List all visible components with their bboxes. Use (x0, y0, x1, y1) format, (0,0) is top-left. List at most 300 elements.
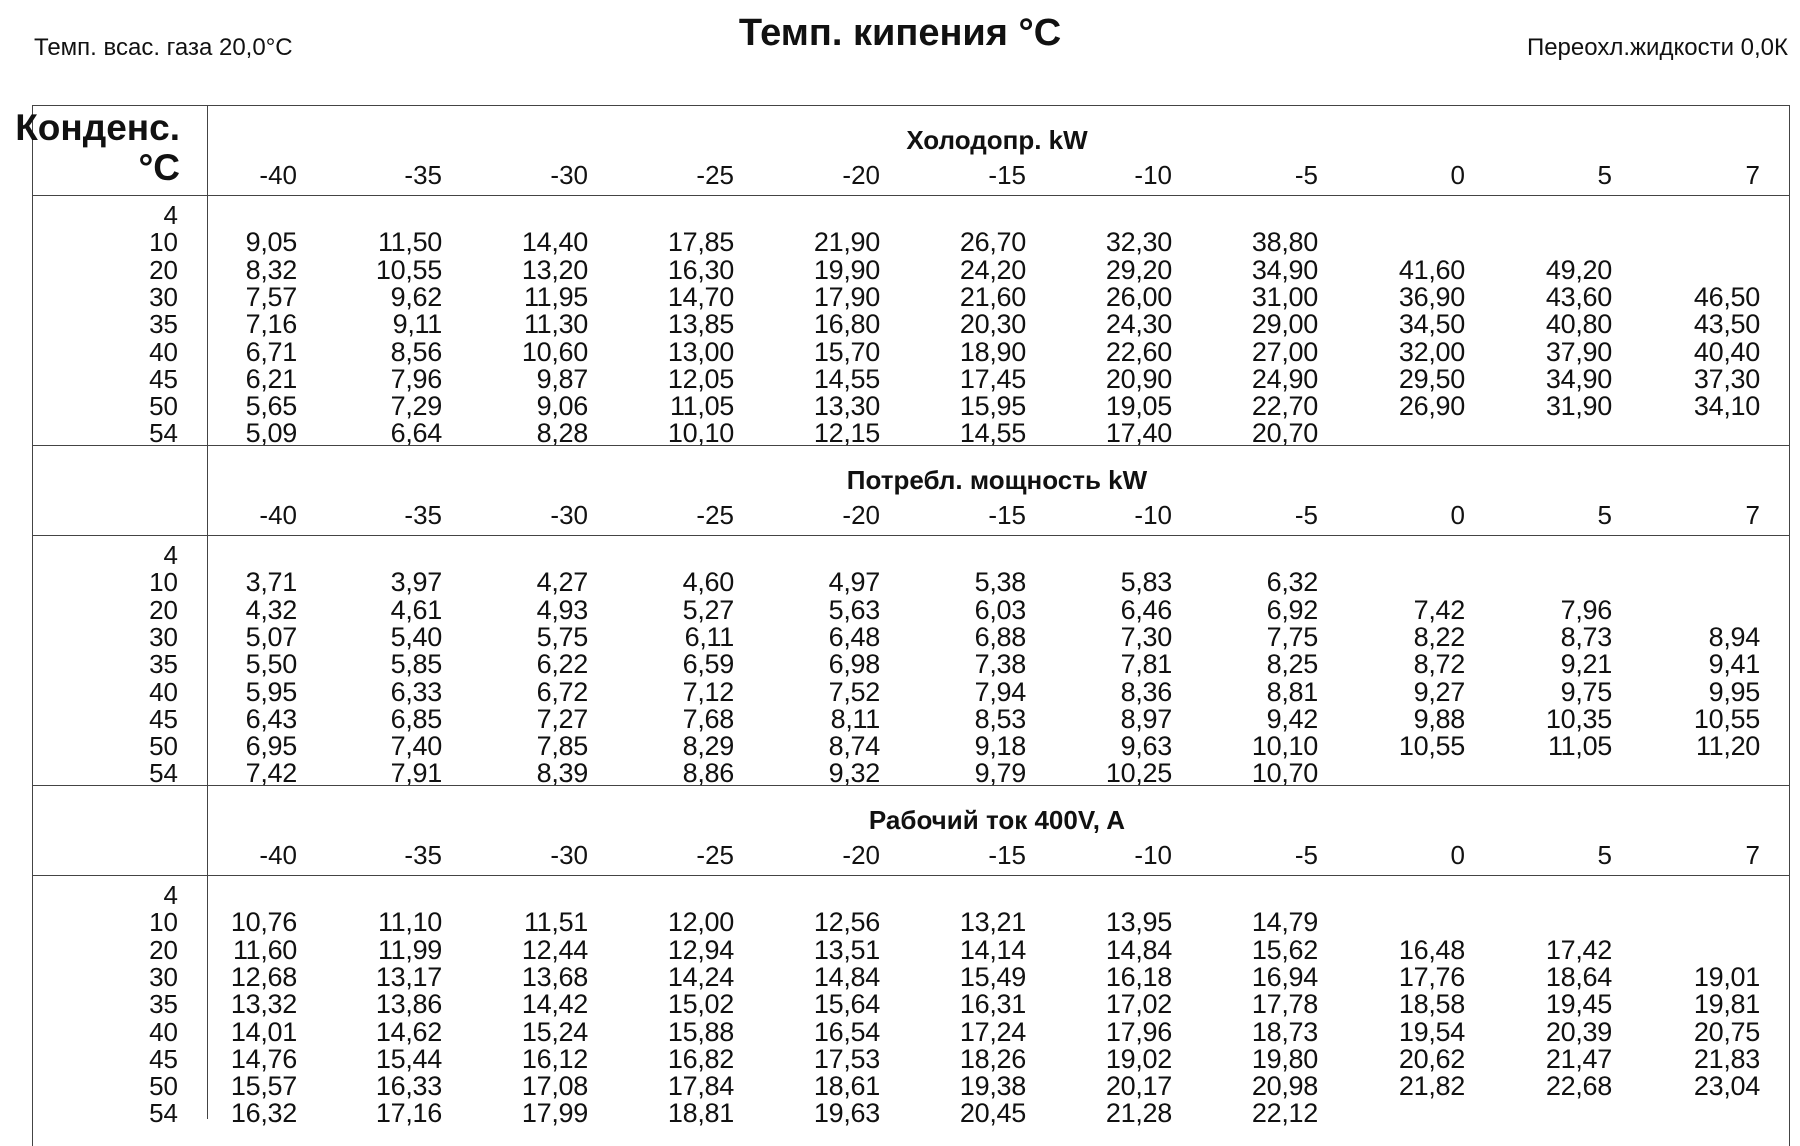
table-cell: 7,81 (1120, 649, 1172, 680)
table-cell: 16,30 (667, 254, 734, 285)
table-cell: 17,99 (521, 1098, 588, 1129)
table-cell: 15,95 (959, 391, 1026, 422)
table-cell: 37,90 (1545, 336, 1612, 367)
condensing-temp-label: 45 (149, 363, 178, 394)
table-cell: 14,84 (1105, 934, 1172, 965)
evap-temp-header: -25 (696, 500, 734, 530)
table-cell: 16,94 (1251, 961, 1318, 992)
table-cell: 8,74 (828, 731, 880, 762)
table-cell: 5,83 (1120, 567, 1172, 598)
table-cell: 6,98 (828, 649, 880, 680)
table-cell: 10,55 (375, 254, 442, 285)
table-cell: 8,81 (1266, 676, 1318, 707)
table-cell: 26,70 (959, 227, 1026, 258)
table-cell: 7,96 (390, 363, 442, 394)
table-cell: 12,68 (230, 961, 297, 992)
table-cell: 43,50 (1693, 309, 1760, 340)
evap-temp-header: -40 (259, 840, 297, 870)
table-cell: 7,75 (1266, 621, 1318, 652)
table-cell: 38,80 (1251, 227, 1318, 258)
table-cell: 11,05 (669, 391, 734, 422)
suction-gas-temp-label: Темп. всас. газа 20,0°C (34, 34, 293, 61)
page-title: Темп. кипения °C (738, 12, 1062, 54)
condensing-temp-label: 50 (149, 1071, 178, 1102)
table-cell: 9,41 (1708, 649, 1760, 680)
table-cell: 9,27 (1413, 676, 1465, 707)
table-cell: 13,32 (230, 989, 297, 1020)
condensing-temp-label: 10 (149, 907, 178, 938)
table-cell: 16,48 (1398, 934, 1465, 965)
table-cell: 20,75 (1693, 1016, 1760, 1047)
table-cell: 20,17 (1105, 1071, 1172, 1102)
table-cell: 19,63 (813, 1098, 880, 1129)
table-cell: 10,25 (1105, 758, 1172, 789)
table-cell: 8,97 (1120, 703, 1172, 734)
table-cell: 17,42 (1545, 934, 1612, 965)
table-cell: 8,32 (245, 254, 297, 285)
evap-temp-header: -15 (988, 840, 1026, 870)
table-cell: 19,38 (959, 1071, 1026, 1102)
table-cell: 9,06 (536, 391, 588, 422)
table-cell: 8,11 (830, 703, 880, 734)
table-cell: 7,85 (536, 731, 588, 762)
evap-temp-header: 7 (1745, 840, 1760, 870)
condensing-temp-label: 54 (149, 1098, 178, 1129)
table-cell: 7,68 (682, 703, 734, 734)
table-cell: 15,02 (667, 989, 734, 1020)
table-cell: 22,70 (1251, 391, 1318, 422)
table-cell: 12,94 (667, 934, 734, 965)
condensing-temp-label: 30 (149, 621, 178, 652)
table-cell: 34,50 (1398, 309, 1465, 340)
table-cell: 17,40 (1105, 418, 1172, 449)
table-cell: 19,90 (813, 254, 880, 285)
condensing-temp-label: 10 (149, 227, 178, 258)
condensing-temp-label: 40 (149, 336, 178, 367)
table-cell: 16,18 (1105, 961, 1172, 992)
table-cell: 20,90 (1105, 363, 1172, 394)
condensing-temp-header-line1: Конденс. (15, 107, 180, 148)
table-cell: 31,90 (1545, 391, 1612, 422)
table-cell: 20,30 (959, 309, 1026, 340)
evap-temp-header: -35 (404, 160, 442, 190)
table-cell: 7,30 (1120, 621, 1172, 652)
table-cell: 17,85 (667, 227, 734, 258)
table-cell: 6,59 (682, 649, 734, 680)
table-cell: 16,32 (230, 1098, 297, 1129)
evap-temp-header: -25 (696, 160, 734, 190)
table-cell: 19,05 (1105, 391, 1172, 422)
condensing-temp-label: 20 (149, 254, 178, 285)
evap-temp-header: -10 (1134, 840, 1172, 870)
table-cell: 6,72 (536, 676, 588, 707)
table-cell: 15,44 (375, 1043, 442, 1074)
table-cell: 9,87 (536, 363, 588, 394)
condensing-temp-header (10, 108, 180, 188)
table-cell: 7,42 (245, 758, 297, 789)
condensing-temp-label: 20 (149, 594, 178, 625)
table-cell: 12,00 (667, 907, 734, 938)
table-cell: 7,40 (390, 731, 442, 762)
table-cell: 14,42 (521, 989, 588, 1020)
table-cell: 20,62 (1398, 1043, 1465, 1074)
table-cell: 8,73 (1560, 621, 1612, 652)
table-cell: 19,81 (1693, 989, 1760, 1020)
table-cell: 9,21 (1560, 649, 1612, 680)
table-cell: 13,30 (813, 391, 880, 422)
evap-temp-header: 7 (1745, 500, 1760, 530)
evap-temp-header: 0 (1450, 160, 1465, 190)
table-cell: 21,82 (1398, 1071, 1465, 1102)
table-cell: 13,85 (667, 309, 734, 340)
table-cell: 8,56 (390, 336, 442, 367)
table-cell: 9,95 (1708, 676, 1760, 707)
table-cell: 20,98 (1251, 1071, 1318, 1102)
table-cell: 20,70 (1251, 418, 1318, 449)
table-cell: 9,32 (828, 758, 880, 789)
table-cell: 8,36 (1120, 676, 1172, 707)
condensing-temp-label: 4 (163, 880, 178, 910)
table-cell: 10,35 (1545, 703, 1612, 734)
table-cell: 14,70 (667, 281, 734, 312)
condensing-temp-label: 50 (149, 391, 178, 422)
subcooling-label: Переохл.жидкости 0,0К (1526, 34, 1788, 61)
table-cell: 6,32 (1266, 567, 1318, 598)
evap-temp-header: -40 (259, 500, 297, 530)
evap-temp-header: -30 (550, 840, 588, 870)
table-cell: 17,76 (1398, 961, 1465, 992)
table-cell: 7,12 (682, 676, 734, 707)
table-cell: 8,25 (1266, 649, 1318, 680)
table-cell: 7,16 (245, 309, 297, 340)
table-cell: 7,42 (1413, 594, 1465, 625)
table-cell: 5,38 (974, 567, 1026, 598)
table-cell: 43,60 (1545, 281, 1612, 312)
table-cell: 8,53 (974, 703, 1026, 734)
table-cell: 14,40 (521, 227, 588, 258)
table-cell: 3,97 (390, 567, 442, 598)
table-cell: 14,01 (230, 1016, 297, 1047)
condensing-temp-label: 54 (149, 758, 178, 789)
table-cell: 18,61 (813, 1071, 880, 1102)
evap-temp-header: 5 (1597, 160, 1612, 190)
evap-temp-header: -5 (1294, 160, 1318, 190)
table-cell: 5,27 (682, 594, 734, 625)
evap-temp-header: -5 (1294, 500, 1318, 530)
table-cell: 26,00 (1105, 281, 1172, 312)
condensing-temp-label: 45 (149, 1043, 178, 1074)
condensing-temp-label: 50 (149, 731, 178, 762)
table-cell: 21,83 (1693, 1043, 1760, 1074)
table-cell: 9,62 (390, 281, 442, 312)
table-cell: 11,05 (1547, 731, 1612, 762)
evap-temp-header: -35 (404, 840, 442, 870)
evap-temp-header: 0 (1450, 500, 1465, 530)
table-cell: 6,22 (536, 649, 588, 680)
evap-temp-header: -30 (550, 500, 588, 530)
table-cell: 41,60 (1398, 254, 1465, 285)
section-divider (32, 785, 1790, 786)
table-cell: 8,29 (682, 731, 734, 762)
header-divider (32, 875, 1790, 876)
table-cell: 5,75 (536, 621, 588, 652)
table-cell: 6,43 (245, 703, 297, 734)
table-cell: 20,39 (1545, 1016, 1612, 1047)
table-cell: 21,60 (959, 281, 1026, 312)
condensing-temp-label: 35 (149, 649, 178, 680)
evap-temp-header: -10 (1134, 160, 1172, 190)
table-cell: 6,21 (245, 363, 297, 394)
table-cell: 24,20 (959, 254, 1026, 285)
table-cell: 7,91 (390, 758, 442, 789)
evap-temp-header: -10 (1134, 500, 1172, 530)
table-cell: 9,18 (974, 731, 1026, 762)
table-cell: 12,44 (521, 934, 588, 965)
table-cell: 17,78 (1251, 989, 1318, 1020)
table-cell: 10,10 (1251, 731, 1318, 762)
table-cell: 17,24 (959, 1016, 1026, 1047)
evap-temp-header: 5 (1597, 500, 1612, 530)
table-cell: 6,64 (390, 418, 442, 449)
table-cell: 8,72 (1413, 649, 1465, 680)
table-cell: 10,55 (1693, 703, 1760, 734)
table-cell: 34,10 (1693, 391, 1760, 422)
condensing-temp-label: 30 (149, 961, 178, 992)
evap-temp-header: 5 (1597, 840, 1612, 870)
table-cell: 17,45 (959, 363, 1026, 394)
condensing-temp-label: 4 (163, 540, 178, 570)
table-cell: 7,29 (390, 391, 442, 422)
table-cell: 6,48 (828, 621, 880, 652)
table-cell: 11,10 (377, 907, 442, 938)
table-cell: 9,63 (1120, 731, 1172, 762)
table-cell: 9,42 (1266, 703, 1318, 734)
table-cell: 22,12 (1251, 1098, 1318, 1129)
table-cell: 6,85 (390, 703, 442, 734)
table-cell: 7,27 (536, 703, 588, 734)
table-cell: 19,02 (1105, 1043, 1172, 1074)
table-cell: 14,55 (813, 363, 880, 394)
table-cell: 8,94 (1708, 621, 1760, 652)
table-cell: 49,20 (1545, 254, 1612, 285)
table-cell: 13,00 (667, 336, 734, 367)
table-cell: 16,54 (813, 1016, 880, 1047)
table-cell: 10,76 (230, 907, 297, 938)
table-cell: 21,90 (813, 227, 880, 258)
table-cell: 7,57 (245, 281, 297, 312)
table-cell: 8,28 (536, 418, 588, 449)
condensing-temp-label: 10 (149, 567, 178, 598)
table-cell: 6,88 (974, 621, 1026, 652)
table-cell: 8,39 (536, 758, 588, 789)
table-cell: 9,88 (1413, 703, 1465, 734)
evap-temp-header: -40 (259, 160, 297, 190)
evap-temp-header: 0 (1450, 840, 1465, 870)
table-cell: 24,30 (1105, 309, 1172, 340)
table-cell: 14,14 (959, 934, 1026, 965)
table-cell: 8,86 (682, 758, 734, 789)
table-cell: 37,30 (1693, 363, 1760, 394)
table-cell: 10,60 (521, 336, 588, 367)
table-cell: 4,97 (828, 567, 880, 598)
evap-temp-header: -20 (842, 500, 880, 530)
table-cell: 18,26 (959, 1043, 1026, 1074)
table-cell: 4,60 (682, 567, 734, 598)
table-cell: 14,84 (813, 961, 880, 992)
table-cell: 5,65 (245, 391, 297, 422)
table-cell: 16,80 (813, 309, 880, 340)
condensing-temp-label: 4 (163, 200, 178, 230)
table-cell: 19,80 (1251, 1043, 1318, 1074)
table-cell: 4,27 (536, 567, 588, 598)
table-cell: 14,24 (667, 961, 734, 992)
table-cell: 15,24 (521, 1016, 588, 1047)
table-cell: 17,16 (375, 1098, 442, 1129)
table-cell: 4,93 (536, 594, 588, 625)
table-cell: 22,60 (1105, 336, 1172, 367)
condensing-temp-header-line2: °C (138, 147, 180, 188)
table-cell: 5,07 (245, 621, 297, 652)
table-cell: 13,21 (959, 907, 1026, 938)
table-cell: 40,80 (1545, 309, 1612, 340)
table-cell: 7,38 (974, 649, 1026, 680)
table-cell: 9,79 (974, 758, 1026, 789)
table-cell: 17,02 (1105, 989, 1172, 1020)
evap-temp-header: -20 (842, 160, 880, 190)
table-cell: 7,94 (974, 676, 1026, 707)
table-cell: 16,31 (959, 989, 1026, 1020)
evap-temp-header: -15 (988, 500, 1026, 530)
table-cell: 21,47 (1545, 1043, 1612, 1074)
table-cell: 5,85 (390, 649, 442, 680)
table-cell: 21,28 (1105, 1098, 1172, 1129)
section-divider (32, 445, 1790, 446)
condensing-temp-label: 35 (149, 989, 178, 1020)
table-cell: 13,86 (375, 989, 442, 1020)
table-cell: 16,82 (667, 1043, 734, 1074)
section-title: Потребл. мощность kW (846, 465, 1148, 495)
table-cell: 7,52 (828, 676, 880, 707)
table-cell: 15,57 (230, 1071, 297, 1102)
table-cell: 26,90 (1398, 391, 1465, 422)
table-cell: 18,90 (959, 336, 1026, 367)
table-cell: 16,33 (375, 1071, 442, 1102)
table-cell: 27,00 (1251, 336, 1318, 367)
evap-temp-header: -25 (696, 840, 734, 870)
table-cell: 23,04 (1693, 1071, 1760, 1102)
table-cell: 18,58 (1398, 989, 1465, 1020)
condensing-temp-label: 54 (149, 418, 178, 449)
table-cell: 14,79 (1251, 907, 1318, 938)
table-cell: 6,71 (245, 336, 297, 367)
table-cell: 20,45 (959, 1098, 1026, 1129)
table-cell: 34,90 (1251, 254, 1318, 285)
table-cell: 32,00 (1398, 336, 1465, 367)
table-cell: 10,70 (1251, 758, 1318, 789)
table-cell: 17,08 (521, 1071, 588, 1102)
evap-temp-header: -15 (988, 160, 1026, 190)
table-cell: 15,70 (813, 336, 880, 367)
table-cell: 31,00 (1251, 281, 1318, 312)
condensing-temp-label: 40 (149, 1016, 178, 1047)
table-cell: 18,64 (1545, 961, 1612, 992)
table-cell: 19,01 (1693, 961, 1760, 992)
table-cell: 46,50 (1693, 281, 1760, 312)
table-cell: 6,11 (684, 621, 734, 652)
condensing-temp-label: 35 (149, 309, 178, 340)
table-cell: 17,90 (813, 281, 880, 312)
table-cell: 4,32 (245, 594, 297, 625)
condensing-temp-label: 40 (149, 676, 178, 707)
table-cell: 15,62 (1251, 934, 1318, 965)
table-cell: 24,90 (1251, 363, 1318, 394)
evap-temp-header: 7 (1745, 160, 1760, 190)
table-cell: 11,60 (232, 934, 297, 965)
table-cell: 15,88 (667, 1016, 734, 1047)
table-cell: 11,99 (377, 934, 442, 965)
table-cell: 13,95 (1105, 907, 1172, 938)
table-cell: 14,62 (375, 1016, 442, 1047)
table-cell: 6,33 (390, 676, 442, 707)
table-cell: 15,49 (959, 961, 1026, 992)
table-cell: 13,17 (375, 961, 442, 992)
evap-temp-header: -30 (550, 160, 588, 190)
header-divider (32, 535, 1790, 536)
header-divider (32, 195, 1790, 196)
table-cell: 10,55 (1398, 731, 1465, 762)
table-cell: 29,00 (1251, 309, 1318, 340)
table-cell: 19,54 (1398, 1016, 1465, 1047)
table-cell: 5,40 (390, 621, 442, 652)
table-cell: 12,56 (813, 907, 880, 938)
condensing-temp-label: 45 (149, 703, 178, 734)
table-cell: 10,10 (667, 418, 734, 449)
evap-temp-header: -20 (842, 840, 880, 870)
table-cell: 9,75 (1560, 676, 1612, 707)
evap-temp-header: -5 (1294, 840, 1318, 870)
table-cell: 5,63 (828, 594, 880, 625)
table-cell: 6,03 (974, 594, 1026, 625)
table-cell: 9,11 (392, 309, 442, 340)
table-cell: 11,95 (523, 281, 588, 312)
table-cell: 11,20 (1695, 731, 1760, 762)
condensing-temp-label: 30 (149, 281, 178, 312)
table-cell: 7,96 (1560, 594, 1612, 625)
table-cell: 17,96 (1105, 1016, 1172, 1047)
evap-temp-header: -35 (404, 500, 442, 530)
table-cell: 5,09 (245, 418, 297, 449)
section-title: Рабочий ток 400V, A (868, 805, 1126, 835)
table-cell: 32,30 (1105, 227, 1172, 258)
table-cell: 12,15 (813, 418, 880, 449)
table-cell: 17,53 (813, 1043, 880, 1074)
table-cell: 18,73 (1251, 1016, 1318, 1047)
table-cell: 4,61 (390, 594, 442, 625)
table-cell: 17,84 (667, 1071, 734, 1102)
section-title: Холодопр. kW (906, 125, 1088, 155)
table-cell: 12,05 (667, 363, 734, 394)
column-divider (207, 105, 208, 1119)
table-cell: 14,76 (230, 1043, 297, 1074)
table-cell: 6,95 (245, 731, 297, 762)
table-cell: 40,40 (1693, 336, 1760, 367)
table-cell: 5,50 (245, 649, 297, 680)
table-cell: 18,81 (667, 1098, 734, 1129)
table-cell: 9,05 (245, 227, 297, 258)
table-cell: 14,55 (959, 418, 1026, 449)
table-cell: 3,71 (245, 567, 297, 598)
condensing-temp-label: 20 (149, 934, 178, 965)
